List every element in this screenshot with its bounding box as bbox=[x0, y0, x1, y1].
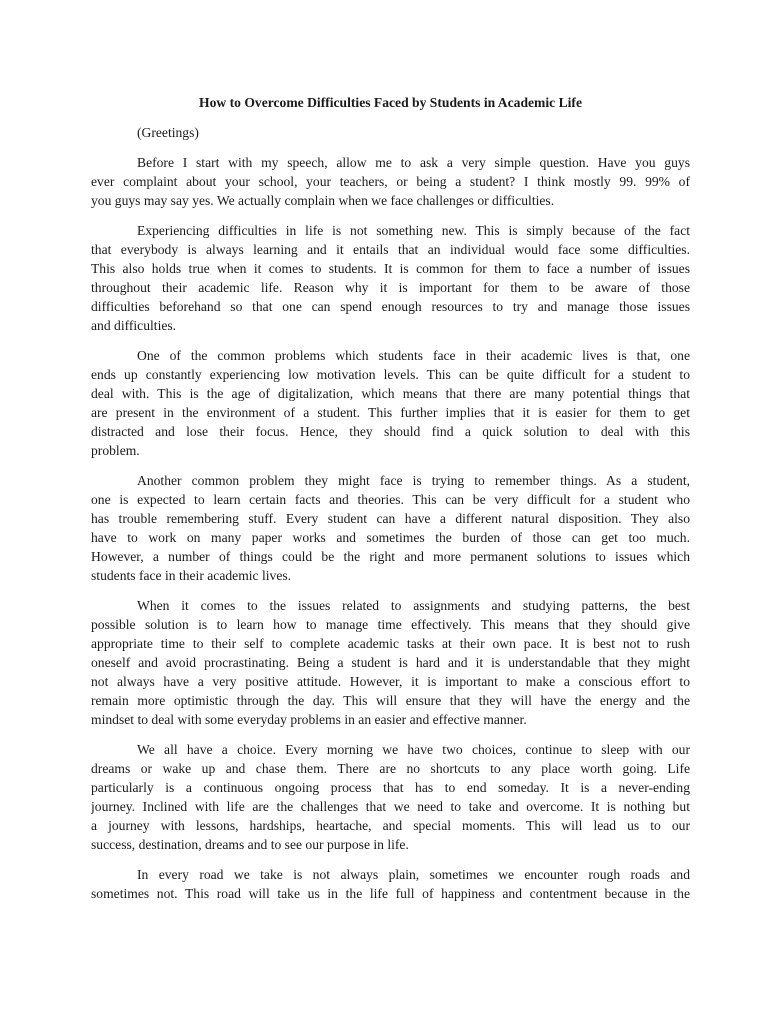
paragraph-line: oneself and avoid procrastinating. Being a student is hard and it is understandable that they might bbox=[91, 655, 690, 670]
paragraph-line: Another common problem they might face is trying to remember things. As a student, bbox=[137, 473, 690, 488]
paragraph bbox=[91, 221, 690, 335]
paragraph-line: throughout their academic life. Reason why it is important for them to be aware of those bbox=[91, 280, 690, 295]
paragraph-line: success, destination, dreams and to see our purpose in life. bbox=[91, 837, 409, 852]
paragraph-line: Experiencing difficulties in life is not something new. This is simply because of the fact bbox=[137, 223, 690, 238]
paragraph-line: ends up constantly experiencing low motivation levels. This can be quite difficult for a student to bbox=[91, 367, 690, 382]
paragraph-line: journey. Inclined with life are the challenges that we need to take and overcome. It is nothing but bbox=[91, 799, 690, 814]
paragraph-line: Before I start with my speech, allow me to ask a very simple question. Have you guys bbox=[137, 155, 690, 170]
paragraph-line: are present in the environment of a student. This further implies that it is easier for them to get bbox=[91, 405, 690, 420]
paragraph-line: have to work on many paper works and sometimes the burden of those can get too much. bbox=[91, 530, 690, 545]
document-body bbox=[91, 153, 690, 903]
paragraph-line: distracted and lose their focus. Hence, they should find a quick solution to deal with this bbox=[91, 424, 690, 439]
paragraph-line: This also holds true when it comes to students. It is common for them to face a number of issues bbox=[91, 261, 690, 276]
paragraph-line: In every road we take is not always plain, sometimes we encounter rough roads and bbox=[137, 867, 690, 882]
paragraph-line: However, a number of things could be the right and more permanent solutions to issues which bbox=[91, 549, 690, 564]
paragraph-line: ever complaint about your school, your teachers, or being a student? I think mostly 99. 99% of bbox=[91, 174, 690, 189]
paragraph-line: dreams or wake up and chase them. There are no shortcuts to any place worth going. Life bbox=[91, 761, 690, 776]
paragraph bbox=[91, 153, 690, 210]
paragraph-line: mindset to deal with some everyday problems in an easier and effective manner. bbox=[91, 712, 527, 727]
paragraph bbox=[91, 471, 690, 585]
paragraph-line: problem. bbox=[91, 443, 140, 458]
paragraph-line: one is expected to learn certain facts and theories. This can be very difficult for a student who bbox=[91, 492, 690, 507]
paragraph-line: students face in their academic lives. bbox=[91, 568, 292, 583]
document-title: How to Overcome Difficulties Faced by Students in Academic Life bbox=[199, 95, 582, 110]
paragraph-line: We all have a choice. Every morning we have two choices, continue to sleep with our bbox=[137, 742, 690, 757]
paragraph-line: When it comes to the issues related to assignments and studying patterns, the best bbox=[137, 598, 690, 613]
paragraph-line: appropriate time to their self to complete academic tasks at their own pace. It is best not to rush bbox=[91, 636, 690, 651]
paragraph-line: that everybody is always learning and it entails that an individual would face some difficulties. bbox=[91, 242, 690, 257]
paragraph bbox=[91, 740, 690, 854]
paragraph-line: and difficulties. bbox=[91, 318, 177, 333]
paragraph bbox=[91, 865, 690, 903]
paragraph-line: possible solution is to learn how to manage time effectively. This means that they should give bbox=[91, 617, 690, 632]
greeting: (Greetings) bbox=[137, 125, 199, 140]
paragraph-line: particularly is a continuous ongoing process that has to end someday. It is a never-ending bbox=[91, 780, 690, 795]
paragraph-line: remain more optimistic through the day. This will ensure that they will have the energy and the bbox=[91, 693, 690, 708]
paragraph bbox=[91, 346, 690, 460]
paragraph-line: One of the common problems which students face in their academic lives is that, one bbox=[137, 348, 690, 363]
paragraph-line: sometimes not. This road will take us in the life full of happiness and contentment because in the bbox=[91, 886, 690, 901]
paragraph bbox=[91, 596, 690, 729]
paragraph-line: you guys may say yes. We actually complain when we face challenges or difficulties. bbox=[91, 193, 555, 208]
document-page bbox=[91, 93, 690, 914]
paragraph-line: a journey with lessons, hardships, heartache, and special moments. This will lead us to our bbox=[91, 818, 690, 833]
paragraph-line: not always have a very positive attitude. However, it is important to make a conscious effort to bbox=[91, 674, 690, 689]
paragraph-line: has trouble remembering stuff. Every student can have a different natural disposition. They also bbox=[91, 511, 690, 526]
paragraph-line: deal with. This is the age of digitalization, which means that there are many potential things that bbox=[91, 386, 690, 401]
paragraph-line: difficulties beforehand so that one can spend enough resources to try and manage those issues bbox=[91, 299, 690, 314]
